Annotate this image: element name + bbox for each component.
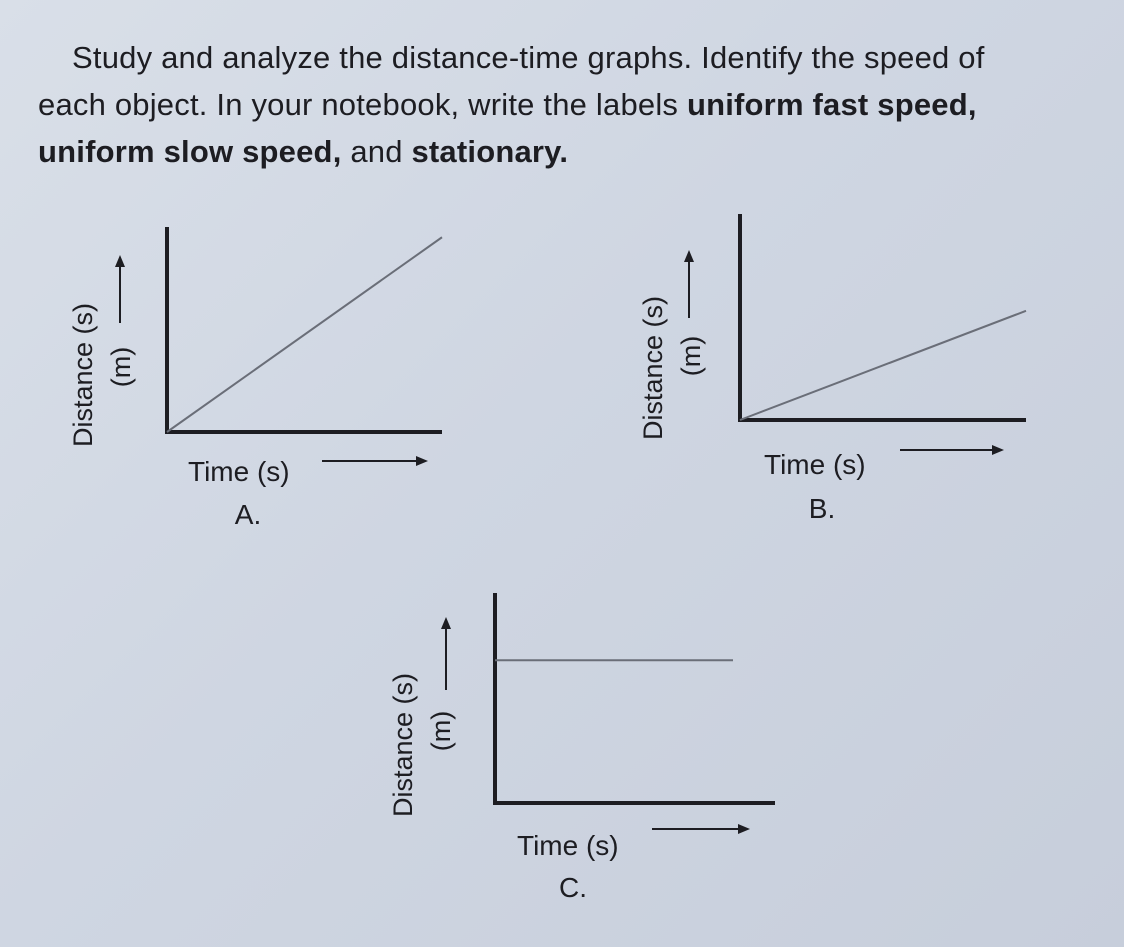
x-axis-label: Time (s) <box>188 456 290 487</box>
arrowhead <box>738 824 750 834</box>
label-stationary: stationary. <box>411 134 569 169</box>
instructions-text-1: Study and analyze the distance-time graphs. Identify the speed of <box>72 40 985 75</box>
instructions <box>38 34 1098 175</box>
x-axis-arrow <box>652 824 750 834</box>
arrowhead <box>115 255 125 267</box>
label-uniform-slow-speed: uniform slow speed, <box>38 134 342 169</box>
series-line <box>740 311 1026 420</box>
graph-caption: A. <box>234 499 262 530</box>
arrowhead <box>992 445 1004 455</box>
arrowhead <box>441 617 451 629</box>
instructions-line-3 <box>38 128 1098 175</box>
y-axis-arrow <box>684 250 694 318</box>
x-axis-label: Time (s) <box>517 830 619 861</box>
arrowhead <box>416 456 428 466</box>
instructions-line-2 <box>38 81 1098 128</box>
y-axis-unit: (m) <box>426 710 456 752</box>
graph-a <box>60 215 460 535</box>
y-axis-unit: (m) <box>106 346 136 388</box>
series-line <box>167 237 442 432</box>
graph-caption: B. <box>808 493 836 524</box>
label-uniform-fast-speed: uniform fast speed, <box>686 87 977 122</box>
instructions-text-3: and <box>341 134 412 169</box>
y-axis-arrow <box>441 617 451 690</box>
y-axis-unit: (m) <box>676 335 706 377</box>
x-axis-label: Time (s) <box>764 449 866 480</box>
instructions-line-1 <box>38 34 1098 81</box>
x-axis-arrow <box>322 456 428 466</box>
graph-c <box>380 585 800 915</box>
y-axis-label: Distance (s) <box>68 302 98 448</box>
x-axis-arrow <box>900 445 1004 455</box>
instructions-text-2: each object. In your notebook, write the labels <box>38 87 687 122</box>
y-axis-label: Distance (s) <box>638 295 668 441</box>
arrowhead <box>684 250 694 262</box>
graph-caption: C. <box>559 872 587 903</box>
y-axis-label: Distance (s) <box>388 672 418 818</box>
graph-b <box>630 210 1050 530</box>
y-axis-arrow <box>115 255 125 323</box>
